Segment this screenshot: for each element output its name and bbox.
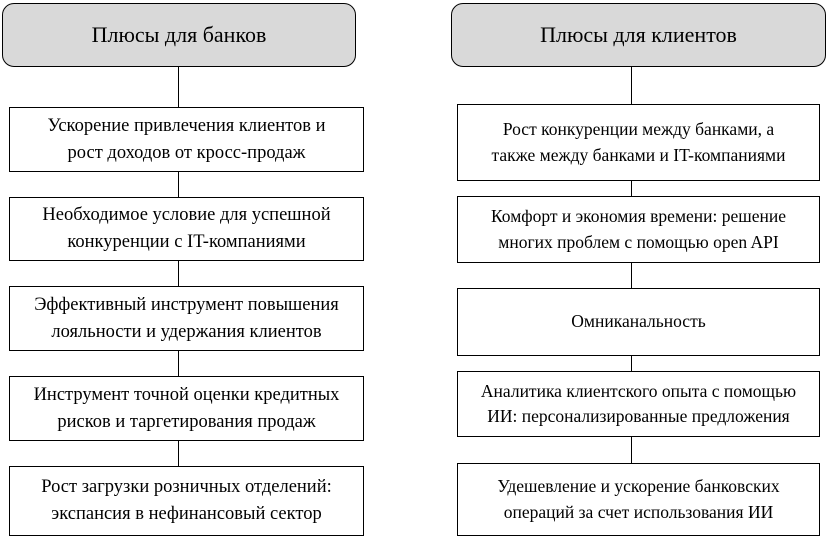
right-header xyxy=(451,3,826,67)
right-header-label: Плюсы для клиентов xyxy=(540,22,737,47)
right-item-3: Омниканальность xyxy=(457,288,820,356)
connector xyxy=(631,437,632,463)
left-item-1: Ускорение привлечения клиентов и рост доходов от кросс-продаж xyxy=(9,107,364,172)
right-item-5: Удешевление и ускорение банковских операций за счет использования ИИ xyxy=(457,463,820,536)
connector xyxy=(631,67,632,104)
connector xyxy=(178,172,179,197)
connector xyxy=(178,67,179,107)
connector xyxy=(178,261,179,286)
left-item-2: Необходимое условие для успешной конкуренции с IT-компаниями xyxy=(9,197,364,261)
connector xyxy=(631,181,632,196)
right-item-4: Аналитика клиентского опыта с помощью ИИ: персонализированные предложения xyxy=(457,371,820,437)
right-item-1: Рост конкуренции между банками, а также между банками и IT-компаниями xyxy=(457,104,820,181)
connector xyxy=(631,356,632,371)
left-header xyxy=(2,3,356,67)
left-item-3: Эффективный инструмент повышения лояльности и удержания клиентов xyxy=(9,286,364,351)
connector xyxy=(631,263,632,288)
left-header-label: Плюсы для банков xyxy=(91,22,267,47)
connector xyxy=(178,351,179,376)
connector xyxy=(178,441,179,466)
left-item-5: Рост загрузки розничных отделений: экспансия в нефинансовый сектор xyxy=(9,466,364,536)
right-item-2: Комфорт и экономия времени: решение многих проблем с помощью open API xyxy=(457,196,820,263)
left-item-4: Инструмент точной оценки кредитных рисков и таргетирования продаж xyxy=(9,376,364,441)
